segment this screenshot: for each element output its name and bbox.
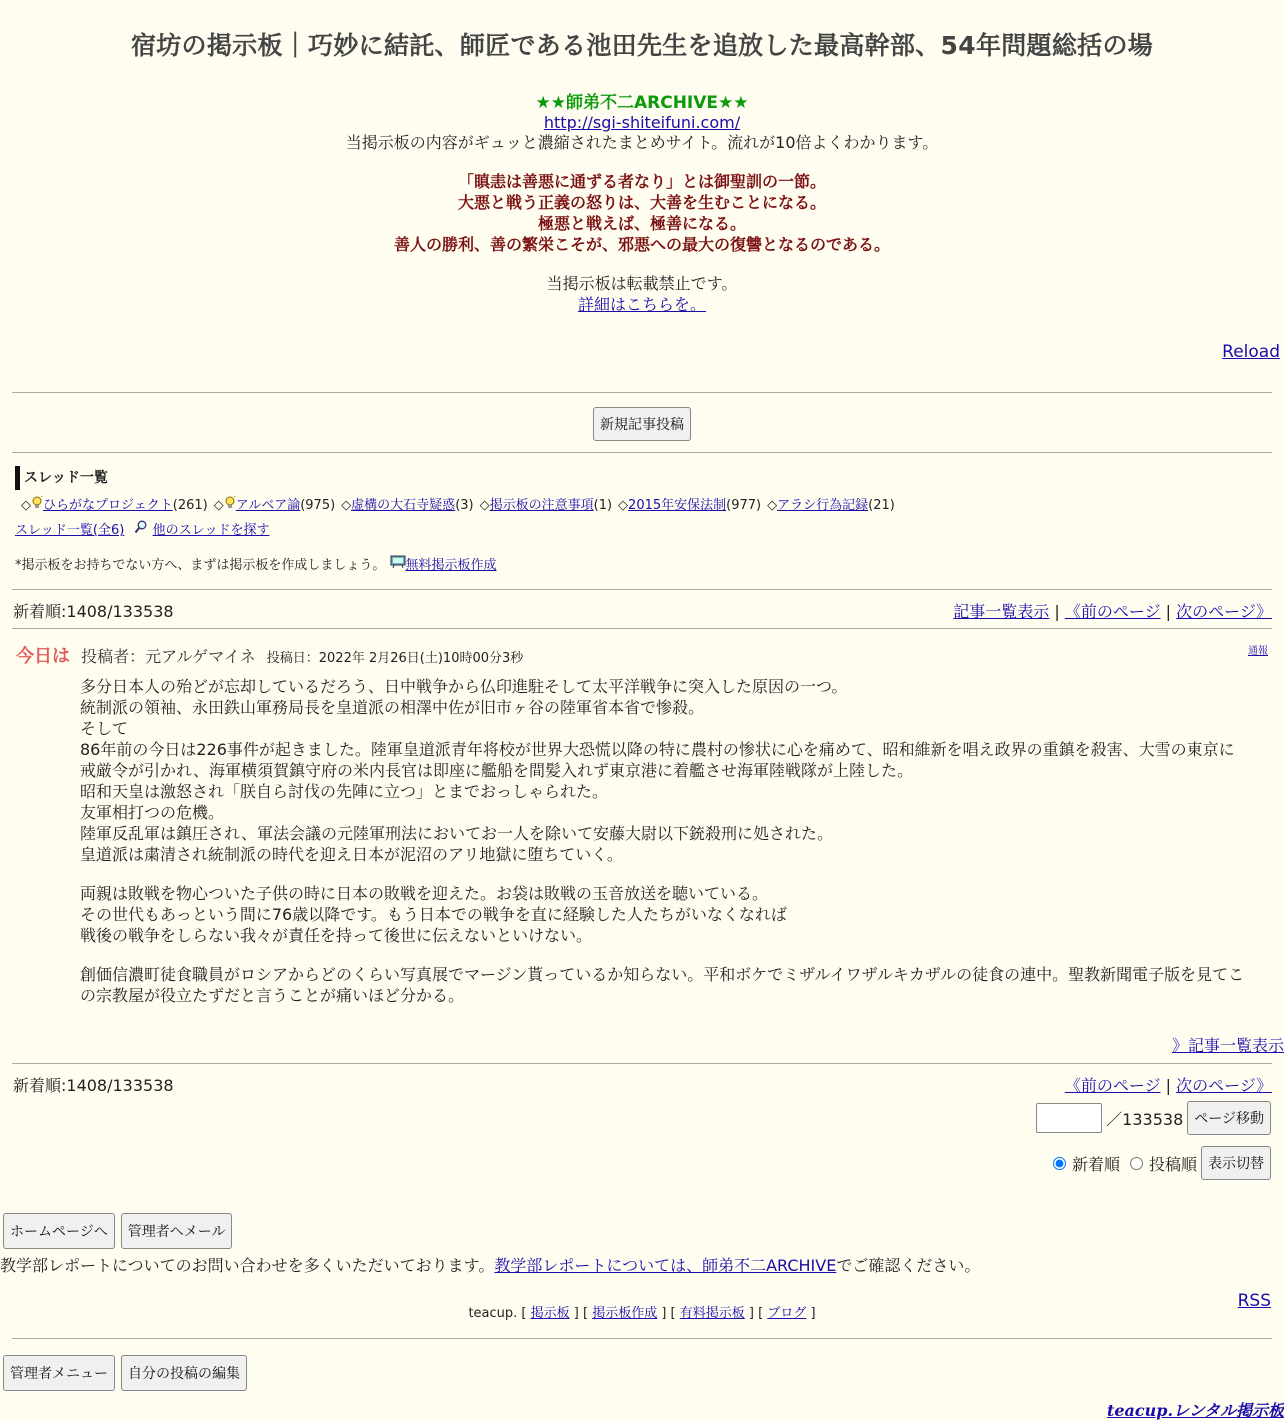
teacup-prefix: teacup. [ xyxy=(468,1306,527,1321)
post-paragraph xyxy=(80,676,1250,865)
thread-count: (261) xyxy=(172,498,208,513)
thread-link[interactable]: 2015年安保法制 xyxy=(628,498,727,513)
post-body xyxy=(80,676,1250,1024)
next-page-link[interactable]: 次のページ》 xyxy=(1176,1076,1272,1095)
thread-item xyxy=(618,498,761,513)
post-line: 両親は敗戦を物心ついた子供の時に日本の敗戦を迎えた。お袋は敗戦の玉音放送を聴いている。 xyxy=(80,884,769,903)
report-info xyxy=(0,1253,980,1276)
thread-item xyxy=(214,498,335,513)
post-header xyxy=(16,642,1268,668)
thread-count: (21) xyxy=(868,498,895,513)
teacup-links: teacup. [ 掲示板 ] [ 掲示板作成 ] [ 有料掲示板 ] [ ブログ ] xyxy=(468,1306,816,1321)
archive-description: 当掲示板の内容がギュッと濃縮されたまとめサイト。流れが10倍よくわかります。 xyxy=(345,133,939,152)
post-line: 皇道派は粛清され統制派の時代を迎え日本が泥沼のアリ地獄に堕ちていく。 xyxy=(80,845,623,864)
post-list-view-link[interactable]: 》記事一覧表示 xyxy=(1171,1036,1284,1055)
create-free-board-link[interactable]: 無料掲示板作成 xyxy=(405,558,497,573)
page-number-input[interactable] xyxy=(1036,1103,1102,1133)
display-switch-button[interactable]: 表示切替 xyxy=(1201,1146,1271,1180)
post-author: 投稿者：元アルゲマイネ xyxy=(81,647,256,666)
post-line: 創価信濃町徒食職員がロシアからどのくらい写真展でマージン貰っているか知らない。平和ボケでミザルイワザルキカザルの徒食の連中。聖教新聞電子版を見てこの宗教屋が役立たずだと言うことが痛いほど分かる。 xyxy=(80,965,1245,1005)
report-info-text: 教学部レポートについてのお問い合わせを多くいただいております。 xyxy=(0,1256,495,1275)
report-archive-link[interactable]: 教学部レポートについては、師弟不二ARCHIVE xyxy=(494,1256,837,1275)
diamond-icon: ◇ xyxy=(213,498,224,513)
divider xyxy=(12,392,1272,393)
board-icon xyxy=(390,555,406,576)
post-line: そして xyxy=(80,719,129,738)
post-line: 陸軍反乱軍は鎮圧され、軍法会議の元陸軍刑法においてお一人を除いて安藤大尉以下銃殺刑に処された。 xyxy=(80,824,833,843)
new-post-button[interactable]: 新規記事投稿 xyxy=(593,407,691,441)
post-position: 新着順:1408/133538 xyxy=(13,1076,174,1095)
thread-items xyxy=(15,496,1275,516)
thread-list-all-link[interactable]: スレッド一覧(全6) xyxy=(15,523,125,538)
thread-item xyxy=(480,498,612,513)
search-other-threads-link[interactable]: 他のスレッドを探す xyxy=(152,523,270,538)
post-date: 投稿日：2022年 2月26日(土)10時00分3秒 xyxy=(266,651,524,666)
teacup-board-link[interactable]: 掲示板 xyxy=(530,1306,570,1321)
teacup-create-link[interactable]: 掲示板作成 xyxy=(592,1306,658,1321)
separator: | xyxy=(1165,1076,1172,1095)
rss-link[interactable]: RSS xyxy=(1237,1291,1271,1311)
diamond-icon: ◇ xyxy=(618,498,629,513)
quote-block xyxy=(0,171,1284,255)
thread-count: (1) xyxy=(593,498,613,513)
repost-notice: 当掲示板は転載禁止です。 xyxy=(546,274,738,293)
admin-menu-button[interactable]: 管理者メニュー xyxy=(3,1355,115,1391)
report-info-suffix: でご確認ください。 xyxy=(836,1256,981,1275)
archive-url-link[interactable]: http://sgi-shiteifuni.com/ xyxy=(543,113,741,132)
page-jump xyxy=(1036,1101,1271,1135)
edit-own-post-button[interactable]: 自分の投稿の編集 xyxy=(121,1355,247,1391)
thread-link[interactable]: アラシ行為記録 xyxy=(777,498,869,513)
display-order xyxy=(1053,1146,1271,1180)
divider xyxy=(12,628,1272,629)
post-line: 友軍相打つの危機。 xyxy=(80,803,225,822)
page-total: ／133538 xyxy=(1106,1109,1184,1129)
diamond-icon: ◇ xyxy=(767,498,778,513)
magnifier-icon xyxy=(134,520,148,541)
prev-page-link[interactable]: 《前のページ xyxy=(1064,1076,1161,1095)
thread-link[interactable]: 掲示板の注意事項 xyxy=(489,498,594,513)
separator: | xyxy=(1054,602,1060,621)
post-subject: 今日は xyxy=(16,646,70,667)
page-title: 宿坊の掲示板｜巧妙に結託、師匠である池田先生を追放した最高幹部、54年問題総括の場 xyxy=(130,31,1154,60)
prev-page-link[interactable]: 《前のページ xyxy=(1064,602,1161,621)
post-paragraph xyxy=(80,883,1250,946)
thread-list-heading: スレッド一覧 xyxy=(15,466,1275,490)
thread-item xyxy=(21,498,208,513)
reload-link[interactable]: Reload xyxy=(1222,342,1280,362)
diamond-icon: ◇ xyxy=(21,498,31,513)
post-line: 戦後の戦争をしらない我々が責任を持って後世に伝えないといけない。 xyxy=(80,926,593,945)
report-link[interactable]: 通報 xyxy=(1248,646,1268,657)
quote-line: 「瞋恚は善悪に通ずる者なり」とは御聖訓の一節。 xyxy=(457,172,826,191)
post-line: 昭和天皇は激怒され「朕自ら討伐の先陣に立つ」とまでおっしゃられた。 xyxy=(80,782,609,801)
thread-link[interactable]: 虚構の大石寺疑惑 xyxy=(351,498,456,513)
post-line: 多分日本人の殆どが忘却しているだろう、日中戦争から仏印進駐そして太平洋戦争に突入した原因の一つ。 xyxy=(80,677,848,696)
separator: | xyxy=(1165,602,1172,621)
post-line: 86年前の今日は226事件が起きました。陸軍皇道派青年将校が世界大恐慌以降の特に農村の惨状に心を痛めて、昭和維新を唱え政界の重鎮を殺害、大雪の東京に戒厳令が引かれ、海軍横須賀鎮守府の米内長官は即座に艦船を間髪入れず東京港に着艦させ海軍陸戦隊が上陸した。 xyxy=(80,740,1235,780)
thread-count: (3) xyxy=(455,498,474,513)
teacup-blog-link[interactable]: ブログ xyxy=(767,1306,807,1321)
order-new-label: 新着順 xyxy=(1071,1154,1120,1174)
quote-line: 大悪と戦う正義の怒りは、大善を生むことになる。 xyxy=(457,193,826,212)
divider xyxy=(12,1338,1272,1339)
post-line: その世代もあっという間に76歳以降です。もう日本での戦争を直に経験した人たちがいなくなれば xyxy=(80,905,787,924)
bulb-icon xyxy=(224,496,236,510)
divider xyxy=(12,1063,1272,1064)
divider xyxy=(12,452,1272,453)
list-view-link[interactable]: 記事一覧表示 xyxy=(953,602,1050,621)
order-new-radio[interactable] xyxy=(1053,1157,1066,1170)
thread-item xyxy=(341,498,473,513)
order-post-radio[interactable] xyxy=(1130,1157,1143,1170)
post-paragraph xyxy=(80,964,1250,1006)
thread-link[interactable]: アルベア論 xyxy=(235,498,301,513)
quote-line: 極悪と戦えば、極善になる。 xyxy=(537,214,746,233)
thread-count: (977) xyxy=(726,498,762,513)
thread-count: (975) xyxy=(300,498,336,513)
page-jump-button[interactable]: ページ移動 xyxy=(1187,1101,1271,1135)
teacup-brand-link[interactable]: teacup.レンタル掲示板 xyxy=(1106,1401,1284,1420)
archive-title: ★★師弟不二ARCHIVE★★ xyxy=(535,93,749,113)
create-board-note: *掲示板をお持ちでない方へ、まずは掲示板を作成しましょう。 xyxy=(15,558,386,573)
diamond-icon: ◇ xyxy=(341,498,352,513)
quote-line: 善人の勝利、善の繁栄こそが、邪悪への最大の復讐となるのである。 xyxy=(393,235,890,254)
home-button[interactable]: ホームページへ xyxy=(3,1213,115,1249)
post-line: 統制派の領袖、永田鉄山軍務局長を皇道派の相澤中佐が旧市ヶ谷の陸軍省本省で惨殺。 xyxy=(80,698,705,717)
order-post-label: 投稿順 xyxy=(1148,1154,1197,1174)
teacup-paid-link[interactable]: 有料掲示板 xyxy=(679,1306,745,1321)
notice-details-link[interactable]: 詳細はこちらを。 xyxy=(577,295,706,314)
diamond-icon: ◇ xyxy=(479,498,490,513)
bulb-icon xyxy=(31,496,43,510)
next-page-link[interactable]: 次のページ》 xyxy=(1176,602,1272,621)
post-position: 新着順:1408/133538 xyxy=(13,602,174,621)
divider xyxy=(12,589,1272,590)
thread-list-panel xyxy=(15,466,1275,576)
mail-admin-button[interactable]: 管理者へメール xyxy=(121,1213,233,1249)
thread-item xyxy=(767,498,895,513)
thread-link[interactable]: ひらがなプロジェクト xyxy=(43,498,173,513)
